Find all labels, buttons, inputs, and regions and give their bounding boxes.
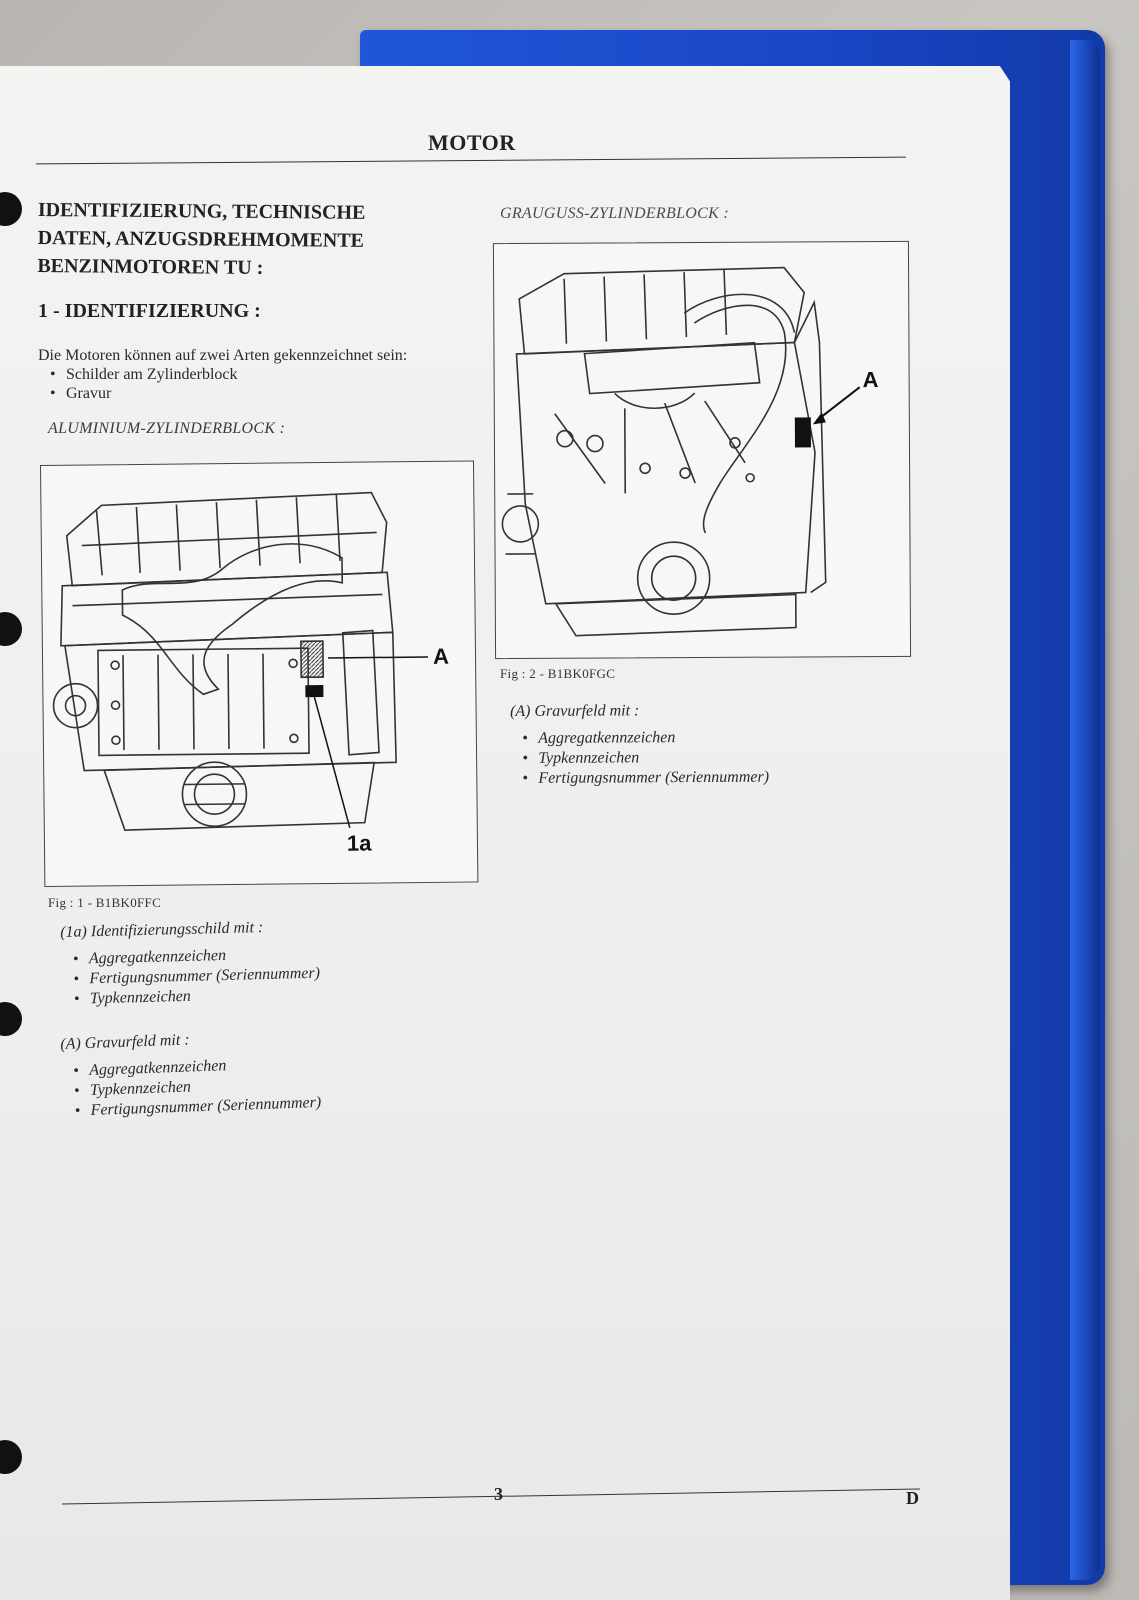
engraving-description-castiron (510, 701, 769, 789)
engine-drawing-aluminium (41, 461, 477, 886)
callout-a: A (862, 367, 879, 393)
engraving-lead: (A) Gravurfeld mit : (510, 702, 640, 720)
heading-line-1: IDENTIFIZIERUNG, TECHNISCHE (37, 198, 366, 224)
heading-line-3: BENZINMOTOREN TU : (37, 254, 264, 279)
figure2-caption: Fig : 2 - B1BK0FGC (500, 666, 616, 681)
figure1-label: ALUMINIUM-ZYLINDERBLOCK : (48, 420, 286, 437)
engraving-lead: (A) Gravurfeld mit : (60, 1031, 190, 1053)
figure1-caption: Fig : 1 - B1BK0FFC (48, 895, 162, 910)
list-item: • Schilder am Zylinderblock (38, 365, 407, 384)
list-item: • Fertigungsnummer (Seriennummer) (510, 768, 769, 789)
plate-marker (305, 685, 323, 697)
heading-line-2: DATEN, ANZUGSDREHMOMENTE (37, 226, 365, 252)
engine-drawing-castiron (494, 242, 910, 658)
plate-item-list (61, 944, 321, 1010)
list-item: • Aggregatkennzeichen (61, 944, 320, 970)
figure2-label: GRAUGUSS-ZYLINDERBLOCK : (500, 205, 729, 222)
engraving-item-list (510, 728, 769, 789)
plate-lead: (1a) Identifizierungsschild mit : (60, 919, 264, 941)
intro-paragraph (38, 346, 407, 403)
figure2-engine-drawing (493, 241, 911, 659)
engraving-item-list (61, 1053, 322, 1122)
list-item: • Fertigungsnummer (Seriennummer) (62, 1093, 321, 1122)
method-list (38, 365, 407, 403)
binder-edge (1070, 40, 1100, 1580)
list-item: • Typkennzeichen (510, 748, 769, 769)
section-heading: 1 - IDENTIFIZIERUNG : (38, 300, 261, 322)
list-item: • Fertigungsnummer (Seriennummer) (61, 964, 320, 990)
list-item: • Aggregatkennzeichen (510, 728, 769, 749)
callout-a: A (432, 643, 450, 669)
main-heading (37, 196, 365, 283)
list-item: • Gravur (38, 384, 407, 403)
callout-1a: 1a (346, 830, 372, 856)
plate-description (60, 917, 321, 1010)
page-number: 3 (494, 1484, 503, 1504)
engraving-marker (795, 417, 811, 447)
page-header-title: MOTOR (428, 130, 516, 155)
engraving-description-alu (60, 1026, 322, 1122)
intro-text: Die Motoren können auf zwei Arten gekennzeichnet sein: (38, 347, 408, 364)
figure1-engine-drawing (40, 460, 478, 887)
list-item: • Aggregatkennzeichen (61, 1053, 320, 1082)
list-item: • Typkennzeichen (62, 1073, 321, 1102)
list-item: • Typkennzeichen (62, 984, 321, 1010)
language-code: D (906, 1488, 919, 1508)
